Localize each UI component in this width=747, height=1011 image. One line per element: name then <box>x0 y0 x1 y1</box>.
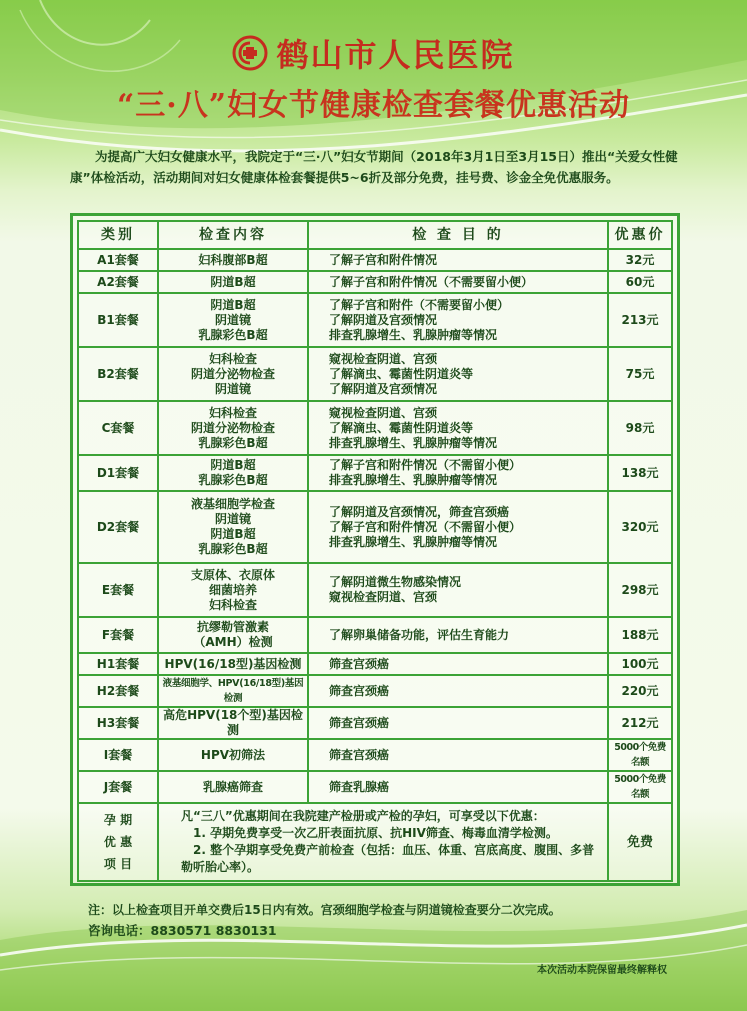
package-purpose <box>308 347 608 401</box>
table-row <box>78 617 672 653</box>
package-category: D1套餐 <box>78 455 158 491</box>
content-line: 阴道B超 <box>210 458 256 472</box>
purpose-line: 排查乳腺增生、乳腺肿瘤等情况 <box>329 473 498 487</box>
purpose-line: 筛查宫颈癌 <box>329 683 390 698</box>
footer-note: 注：以上检查项目开单交费后15日内有效。宫颈细胞学检查与阴道镜检查要分二次完成。 <box>88 903 561 917</box>
package-purpose <box>308 271 608 293</box>
package-content <box>158 653 308 675</box>
hospital-logo-icon <box>232 35 268 71</box>
package-price: 298元 <box>608 563 672 617</box>
purpose-line: 窥视检查阴道、宫颈 <box>329 405 438 420</box>
package-price: 138元 <box>608 455 672 491</box>
content-line: 乳腺癌筛查 <box>202 779 263 794</box>
table-row <box>78 739 672 771</box>
package-price: 60元 <box>608 271 672 293</box>
package-price: 320元 <box>608 491 672 563</box>
content-line: 阴道分泌物检查 <box>190 420 275 435</box>
package-content <box>158 563 308 617</box>
purpose-line: 了解卵巢储备功能，评估生育能力 <box>329 627 510 642</box>
content-line: 阴道镜 <box>214 381 251 396</box>
content-line: 妇科腹部B超 <box>198 252 268 267</box>
pregnancy-category-line: 孕 期 <box>103 813 133 827</box>
content-line: 阴道B超 <box>210 527 256 541</box>
package-purpose <box>308 401 608 455</box>
hospital-name: 鹤山市人民医院 <box>276 36 515 74</box>
pregnancy-line: 凡“三八”优惠期间在我院建产检册或产检的孕妇，可享受以下优惠： <box>181 809 545 823</box>
content-line: 高危HPV(18个型)基因检测 <box>163 708 303 737</box>
package-category: B1套餐 <box>78 293 158 347</box>
purpose-line: 了解阴道及宫颈情况，筛查宫颈癌 <box>329 504 510 519</box>
table-row <box>78 563 672 617</box>
table-row <box>78 271 672 293</box>
package-category: C套餐 <box>78 401 158 455</box>
content-line: 阴道镜 <box>214 512 251 526</box>
package-content <box>158 293 308 347</box>
package-price: 5000个免费名额 <box>608 771 672 803</box>
package-purpose <box>308 617 608 653</box>
purpose-line: 了解滴虫、霉菌性阴道炎等 <box>329 366 474 381</box>
content-line: 乳腺彩色B超 <box>198 473 268 487</box>
content-line: （AMH）检测 <box>193 635 273 649</box>
content-line: 液基细胞学检查 <box>190 497 275 511</box>
package-price: 75元 <box>608 347 672 401</box>
package-content <box>158 271 308 293</box>
hospital-header <box>0 30 747 76</box>
pregnancy-line: 2. 整个孕期享受免费产前检查（包括：血压、体重、宫底高度、腹围、多普勒听胎心率）。 <box>181 843 595 874</box>
package-content <box>158 771 308 803</box>
package-purpose <box>308 675 608 707</box>
package-category: I套餐 <box>78 739 158 771</box>
package-purpose <box>308 771 608 803</box>
purpose-line: 了解阴道微生物感染情况 <box>329 575 462 589</box>
package-category: D2套餐 <box>78 491 158 563</box>
package-purpose <box>308 739 608 771</box>
package-purpose <box>308 293 608 347</box>
contact-phone: 咨询电话：8830571 8830131 <box>88 923 277 938</box>
package-content <box>158 675 308 707</box>
pregnancy-price: 免费 <box>608 803 672 881</box>
package-category: A2套餐 <box>78 271 158 293</box>
table-row <box>78 491 672 563</box>
table-row <box>78 347 672 401</box>
package-purpose <box>308 707 608 739</box>
content-line: 妇科检查 <box>208 351 257 366</box>
purpose-line: 了解阴道及宫颈情况 <box>329 381 438 396</box>
package-content <box>158 707 308 739</box>
content-line: 阴道分泌物检查 <box>190 366 275 381</box>
purpose-line: 了解子宫和附件情况（不需要留小便） <box>329 274 534 289</box>
package-category: J套餐 <box>78 771 158 803</box>
package-category: H1套餐 <box>78 653 158 675</box>
package-table <box>77 220 673 882</box>
package-content <box>158 455 308 491</box>
pregnancy-row <box>78 803 672 881</box>
table-row <box>78 401 672 455</box>
content-line: 妇科检查 <box>208 405 257 420</box>
package-price: 220元 <box>608 675 672 707</box>
header-category: 类别 <box>78 221 158 249</box>
content-line: 乳腺彩色B超 <box>198 435 268 450</box>
purpose-line: 筛查宫颈癌 <box>329 656 390 671</box>
table-row <box>78 707 672 739</box>
event-title: “三·八”妇女节健康检查套餐优惠活动 <box>117 88 630 123</box>
content-line: 阴道B超 <box>210 297 256 312</box>
package-purpose <box>308 653 608 675</box>
package-content <box>158 401 308 455</box>
package-category: E套餐 <box>78 563 158 617</box>
package-content <box>158 739 308 771</box>
pregnancy-description <box>158 803 608 881</box>
package-price: 32元 <box>608 249 672 271</box>
package-category: H2套餐 <box>78 675 158 707</box>
purpose-line: 了解阴道及宫颈情况 <box>329 312 438 327</box>
package-purpose <box>308 563 608 617</box>
package-content <box>158 617 308 653</box>
package-purpose <box>308 455 608 491</box>
purpose-line: 排查乳腺增生、乳腺肿瘤等情况 <box>329 435 498 450</box>
package-category: A1套餐 <box>78 249 158 271</box>
table-row <box>78 675 672 707</box>
package-price: 5000个免费名额 <box>608 739 672 771</box>
package-price: 212元 <box>608 707 672 739</box>
package-content <box>158 249 308 271</box>
package-content <box>158 491 308 563</box>
table-row <box>78 455 672 491</box>
purpose-line: 窥视检查阴道、宫颈 <box>329 351 438 366</box>
table-row <box>78 249 672 271</box>
table-row <box>78 293 672 347</box>
purpose-line: 筛查宫颈癌 <box>329 747 390 762</box>
content-line: 抗缪勒管激素 <box>196 620 269 634</box>
content-line: 阴道镜 <box>214 312 251 327</box>
rights-statement: 本次活动本院保留最终解释权 <box>537 965 667 976</box>
pregnancy-category-line: 项 目 <box>103 857 133 871</box>
intro-paragraph: 为提高广大妇女健康水平，我院定于“三·八”妇女节期间（2018年3月1日至3月15日）推出“关爱女性健康”体检活动，活动期间对妇女健康体检套餐提供5~6折及部分免费，挂号费、诊金全免优惠服务。 <box>70 149 678 185</box>
table-body <box>78 249 672 881</box>
content-line: 细菌培养 <box>208 582 257 597</box>
package-price: 188元 <box>608 617 672 653</box>
table-header-row <box>78 221 672 249</box>
content-line: 阴道B超 <box>210 274 256 289</box>
package-category: H3套餐 <box>78 707 158 739</box>
pregnancy-category <box>78 803 158 881</box>
purpose-line: 排查乳腺增生、乳腺肿瘤等情况 <box>329 534 498 549</box>
header-content: 检查内容 <box>158 221 308 249</box>
pregnancy-category-line: 优 惠 <box>103 835 133 849</box>
purpose-line: 了解子宫和附件情况（不需留小便） <box>329 519 522 534</box>
pregnancy-line: 1. 孕期免费享受一次乙肝表面抗原、抗HIV筛查、梅毒血清学检测。 <box>193 826 558 840</box>
purpose-line: 排查乳腺增生、乳腺肿瘤等情况 <box>329 327 498 342</box>
package-purpose <box>308 491 608 563</box>
purpose-line: 了解子宫和附件（不需要留小便） <box>329 297 510 312</box>
package-category: B2套餐 <box>78 347 158 401</box>
purpose-line: 筛查宫颈癌 <box>329 715 390 730</box>
content-line: 妇科检查 <box>208 597 257 612</box>
table-row <box>78 653 672 675</box>
purpose-line: 窥视检查阴道、宫颈 <box>329 590 438 604</box>
content-line: HPV初筛法 <box>200 747 266 762</box>
header-purpose: 检 查 目 的 <box>308 221 608 249</box>
purpose-line: 筛查乳腺癌 <box>329 779 390 794</box>
content-line: 乳腺彩色B超 <box>198 327 268 342</box>
content-line: 支原体、衣原体 <box>190 567 275 582</box>
content-line: 液基细胞学、HPV(16/18型)基因检测 <box>162 678 304 704</box>
package-table-frame <box>70 213 680 886</box>
package-price: 100元 <box>608 653 672 675</box>
header-price: 优惠价 <box>608 221 672 249</box>
package-content <box>158 347 308 401</box>
package-price: 98元 <box>608 401 672 455</box>
purpose-line: 了解子宫和附件情况（不需留小便） <box>329 458 522 472</box>
content-line: 乳腺彩色B超 <box>198 542 268 556</box>
purpose-line: 了解子宫和附件情况 <box>329 252 438 267</box>
content-line: HPV(16/18型)基因检测 <box>164 656 302 671</box>
package-purpose <box>308 249 608 271</box>
package-price: 213元 <box>608 293 672 347</box>
table-row <box>78 771 672 803</box>
package-category: F套餐 <box>78 617 158 653</box>
purpose-line: 了解滴虫、霉菌性阴道炎等 <box>329 420 474 435</box>
